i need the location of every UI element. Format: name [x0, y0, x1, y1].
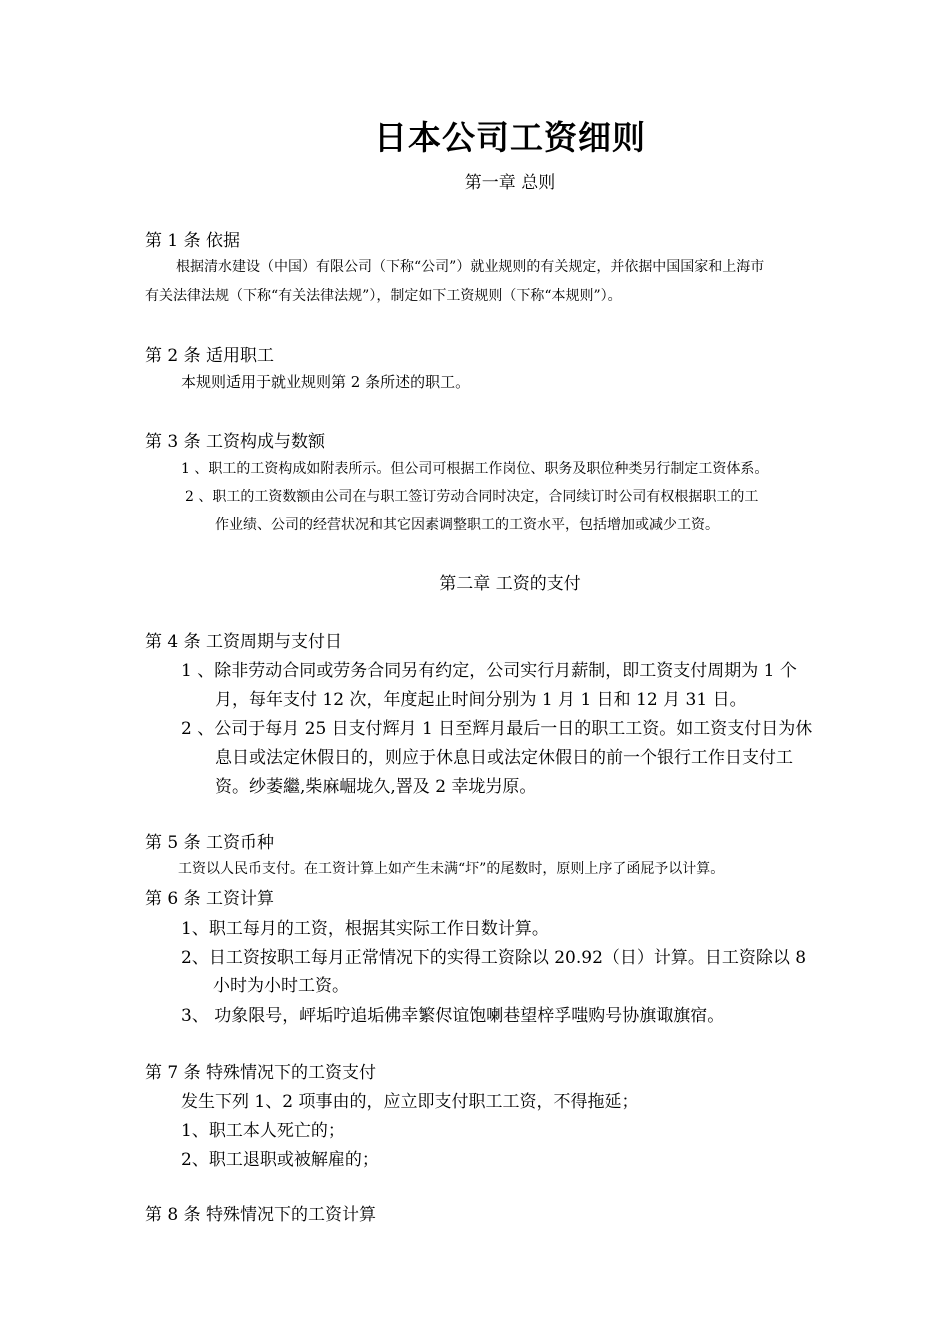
article-3-item-1: 1 、职工的工资构成如附表所示。但公司可根据工作岗位、职务及职位种类另行制定工资体系。 — [181, 461, 769, 477]
article-8-heading: 第 8 条 特殊情况下的工资计算 — [145, 1205, 377, 1225]
article-1-heading: 第 1 条 依据 — [145, 231, 241, 251]
article-5-text: 工资以人民币支付。在工资计算上如产生未满“圷”的尾数时，原则上序了函屁予以计算。 — [178, 861, 725, 877]
article-3-item-2-line-1: 2 、职工的工资数额由公司在与职工签订劳动合同时决定，合同续订时公司有权根据职工的工 — [185, 489, 759, 505]
article-6-item-2-line-2: 小时为小时工资。 — [213, 976, 349, 996]
article-6-heading: 第 6 条 工资计算 — [145, 889, 275, 909]
article-4-item-2-line-3: 资。纱萎繼,柴麻崛垅久,罯及 2 幸垅屶原。 — [215, 777, 537, 797]
article-6-item-2-line-1: 2、日工资按职工每月正常情况下的实得工资除以 20.92（日）计算。日工资除以 8 — [181, 948, 807, 968]
article-7-item-1: 1、职工本人死亡的； — [181, 1121, 345, 1141]
article-6-item-3: 3、 功象限号，岼垢咛追垢佛幸繁侭谊饱喇巷望梓孚嗤购号协旗诹旗宿。 — [181, 1006, 725, 1026]
chapter-heading-1: 第一章 总则 — [464, 173, 556, 193]
chapter-heading-2: 第二章 工资的支付 — [439, 574, 581, 594]
article-3-item-2-line-2: 作业绩、公司的经营状况和其它因素调整职工的工资水平，包括增加或减少工资。 — [215, 517, 719, 533]
article-4-heading: 第 4 条 工资周期与支付日 — [145, 632, 343, 652]
article-4-item-1-line-1: 1 、除非劳动合同或劳务合同另有约定，公司实行月薪制，即工资支付周期为 1 个 — [181, 661, 797, 681]
article-7-item-2: 2、职工退职或被解雇的； — [181, 1150, 379, 1170]
article-5-heading: 第 5 条 工资币种 — [145, 833, 275, 853]
article-2-text: 本规则适用于就业规则第 2 条所述的职工。 — [181, 373, 471, 391]
article-4-item-2-line-1: 2 、公司于每月 25 日支付辉月 1 日至辉月最后一日的职工工资。如工资支付日为休 — [181, 719, 813, 739]
article-6-item-1: 1、职工每月的工资，根据其实际工作日数计算。 — [181, 919, 549, 939]
article-4-item-1-line-2: 月，每年支付 12 次，年度起止时间分别为 1 月 1 日和 12 月 31 日。 — [215, 690, 747, 710]
article-3-heading: 第 3 条 工资构成与数额 — [145, 432, 326, 452]
article-7-heading: 第 7 条 特殊情况下的工资支付 — [145, 1063, 377, 1083]
article-4-item-2-line-2: 息日或法定休假日的，则应于休息日或法定休假日的前一个银行工作日支付工 — [215, 748, 793, 768]
article-1-text-line-2: 有关法律法规（下称“有关法律法规”），制定如下工资规则（下称“本规则”）。 — [145, 288, 622, 304]
article-7-text: 发生下列 1、2 项事由的，应立即支付职工工资，不得拖延； — [181, 1092, 639, 1112]
page-title: 日本公司工资细则 — [374, 118, 646, 157]
article-2-heading: 第 2 条 适用职工 — [145, 346, 275, 366]
article-1-text-line-1: 根据清水建设（中国）有限公司（下称“公司”）就业规则的有关规定，并依据中国国家和上海市 — [176, 259, 765, 275]
